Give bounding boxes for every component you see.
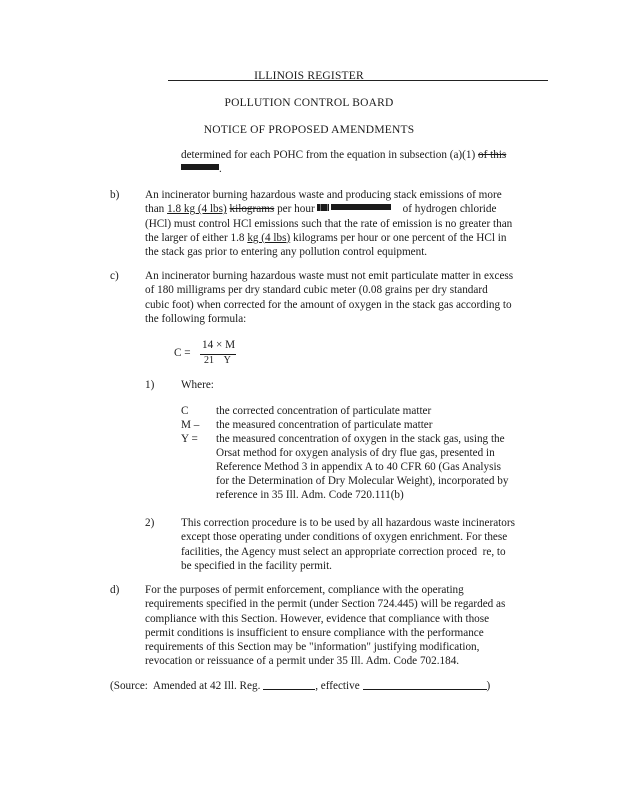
register-title: ILLINOIS REGISTER xyxy=(254,70,364,82)
redaction-mark xyxy=(317,204,329,211)
notice-title: NOTICE OF PROPOSED AMENDMENTS xyxy=(203,124,415,136)
intro-paragraph: determined for each POHC from the equation in subsection (a)(1) of this . xyxy=(181,149,507,176)
intro-text: determined for each POHC from the equation in subsection (a)(1) xyxy=(181,149,476,161)
where-label: Where: xyxy=(181,379,214,391)
document-page: ILLINOIS REGISTER POLLUTION CONTROL BOARD NOTICE OF PROPOSED AMENDMENTS determined for each POHC from the equation in subsection (a)(1) of this . b) An incinerator burning hazardous waste and producing stack emissions of more than 1.8 kg (4 lbs) kilograms per hour of hydrogen chloride (HCl) must control HCl emissions such that the rate of emission is no greater than the larger of either 1.8 kg (4 lbs) kilograms per hour or one percent of the HCl in the stack gas prior to entering any pollution control equipment. c) An incinerator burning hazardous waste must not emit particulate matter in excess of 180 milligrams per dry standard cubic meter (0.08 grains per dry standard cubic foot) when corrected for the amount of oxygen in the stack gas according to the following formula: C = 14 × M 21 Y 1) Where: C the corrected concentration of particulate matter M – the measured concentration of particulate matter Y = the measured concentration of oxygen in the stack gas, using the Orsat method for oxygen analysis of dry flue gas, presented in Reference Method 3 in appendix A to 40 CFR 60 (Gas Analysis for the Determination of Dry Molecular Weight), incorporated by reference in 35 Ill. Adm. Code 720.111(b) 2) This correction procedure is to be used by all hazardous waste incinerators except those operating under conditions of oxygen enrichment. For these facilities, the Agency must select an appropriate correction proced re, to be specified in the facility permit. d) For the purposes of permit enforcement, compliance with the operating requirements specified in the permit (under Section 724.445) will be regarded as compliance with this Section. However, evidence that compliance with those permit conditions is insufficient to ensure compliance with the performance requirements of this Section may be "information" justifying modification, revocation or reissuance of a permit under 35 Ill. Adm. Code 702.184. (Source: Amended at 42 Ill. Reg. , effective ) xyxy=(0,0,618,800)
c-line-1: An incinerator burning hazardous waste must not emit particulate matter in excess xyxy=(145,270,514,282)
board-title: POLLUTION CONTROL BOARD xyxy=(224,97,394,109)
subsection-b-text xyxy=(145,188,555,259)
definition-text: the corrected concentration of particulate matter xyxy=(216,405,432,417)
b-line-2: than 1.8 kg (4 lbs) kilograms per hour of hydrogen chloride xyxy=(145,203,497,216)
blank-line xyxy=(263,678,315,690)
formula-lhs: C = xyxy=(174,347,191,359)
b-line-3: (HCl) must control HCl emissions such that the rate of emission is no greater than xyxy=(145,217,513,230)
c-line-4: the following formula: xyxy=(145,312,247,325)
b-line-5: the stack gas prior to entering any pollution control equipment. xyxy=(145,246,428,259)
item-1-label: 1) xyxy=(145,379,155,391)
item-2-label: 2) xyxy=(145,517,155,529)
formula-numerator: 14 × M xyxy=(202,339,236,351)
redaction-mark xyxy=(181,164,219,170)
subsection-d-label: d) xyxy=(110,584,120,596)
redaction-mark xyxy=(331,204,391,210)
definition-text: the measured concentration of particulate matter xyxy=(216,419,433,431)
subsection-c-label: c) xyxy=(110,270,119,282)
source-note: (Source: Amended at 42 Ill. Reg. , effective ) xyxy=(110,680,491,692)
definition-symbol: Y = xyxy=(181,433,198,445)
c-line-3: cubic foot) when corrected for the amount of oxygen in the stack gas according to xyxy=(145,298,512,311)
subsection-b-label: b) xyxy=(110,189,120,201)
c-line-2: of 180 milligrams per dry standard cubic meter (0.08 grains per dry standard xyxy=(145,284,488,297)
formula-denominator: 21 Y xyxy=(204,355,231,366)
subsection-d-text: For the purposes of permit enforcement, compliance with the operating requirements specified in the permit (under Section 724.445) will be regarded as compliance with this Section. However, evidence that compliance with those permit conditions is insufficient to ensure compliance with the performance requirements of this Section may be "information" justifying modification, revocation or reissuance of a permit under 35 Ill. Adm. Code 702.184. xyxy=(145,584,506,668)
definition-text: the measured concentration of oxygen in the stack gas, using the xyxy=(216,433,505,445)
definition-symbol: M – xyxy=(181,419,200,431)
intro-struck: of this xyxy=(478,149,507,161)
b-line-1: An incinerator burning hazardous waste and producing stack emissions of more xyxy=(145,189,502,201)
b-line-4: the larger of either 1.8 kg (4 lbs) kilograms per hour or one percent of the HCl in xyxy=(145,231,507,244)
definition-symbol: C xyxy=(181,405,189,417)
subsection-c-text xyxy=(145,269,555,326)
blank-line xyxy=(363,678,487,690)
item-2-text: This correction procedure is to be used by all hazardous waste incinerators except those operating under conditions of oxygen enrichment. For these facilities, the Agency must select an appropriate correction proced re, to be specified in the facility permit. xyxy=(181,517,515,572)
